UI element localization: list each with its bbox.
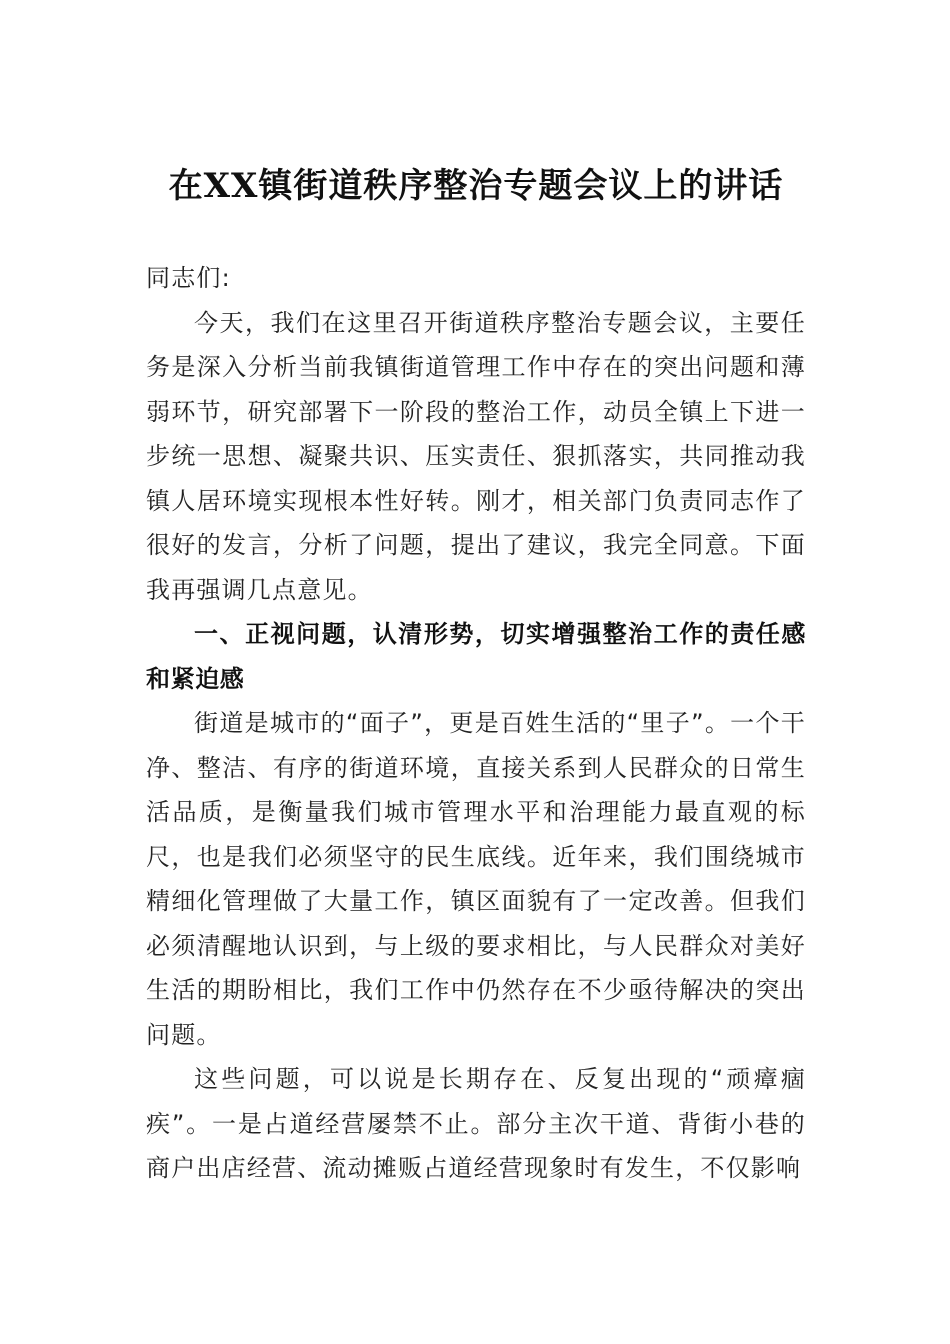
section1-paragraph-2: 这些问题，可以说是长期存在、反复出现的“顽瘴痼疾”。一是占道经营屡禁不止。部分主次干道、背街小巷的商户出店经营、流动摊贩占道经营现象时有发生，不仅影响 [146, 1065, 806, 1182]
document-title: 在XX镇街道秩序整治专题会议上的讲话 [168, 166, 784, 206]
document-body [146, 256, 806, 1191]
section-heading-1: 一、正视问题，认清形势，切实增强整治工作的责任感和紧迫感 [146, 620, 806, 693]
salutation: 同志们: [146, 264, 231, 292]
opening-paragraph: 今天，我们在这里召开街道秩序整治专题会议，主要任务是深入分析当前我镇街道管理工作中存在的突出问题和薄弱环节，研究部署下一阶段的整治工作，动员全镇上下进一步统一思想、凝聚共识、压实责任、狠抓落实，共同推动我镇人居环境实现根本性好转。刚才，相关部门负责同志作了很好的发言，分析了问题，提出了建议，我完全同意。下面我再强调几点意见。 [146, 308, 806, 604]
section1-paragraph-1: 街道是城市的“面子”，更是百姓生活的“里子”。一个干净、整洁、有序的街道环境，直接关系到人民群众的日常生活品质，是衡量我们城市管理水平和治理能力最直观的标尺，也是我们必须坚守的民生底线。近年来，我们围绕城市精细化管理做了大量工作，镇区面貌有了一定改善。但我们必须清醒地认识到，与上级的要求相比，与人民群众对美好生活的期盼相比，我们工作中仍然存在不少亟待解决的突出问题。 [146, 709, 806, 1049]
